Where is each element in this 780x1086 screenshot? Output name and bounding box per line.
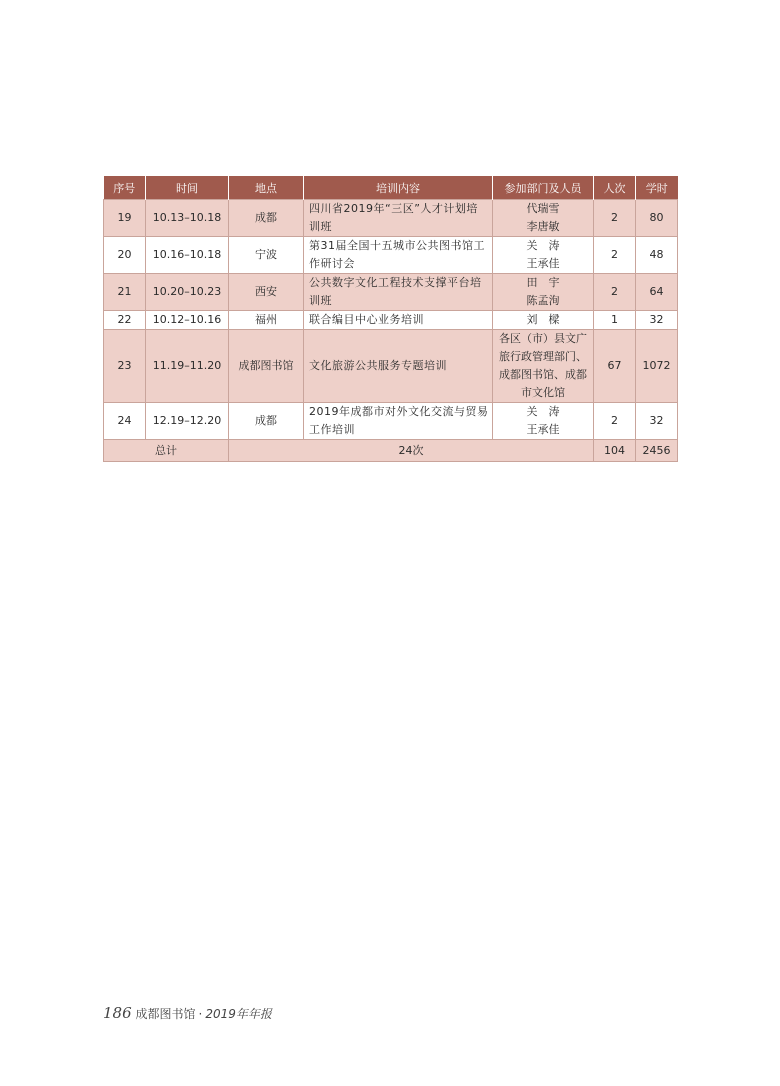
cell-no: 23 bbox=[104, 330, 146, 403]
table-row bbox=[104, 274, 678, 311]
person: 各区（市）县文广 bbox=[499, 332, 587, 345]
cell-hours: 32 bbox=[636, 311, 678, 330]
header-hours: 学时 bbox=[636, 176, 678, 200]
cell-content bbox=[304, 403, 493, 440]
content-line: 联合编目中心业务培训 bbox=[309, 313, 424, 326]
header-count: 人次 bbox=[594, 176, 636, 200]
content-line: 第31届全国十五城市公共图书馆工 bbox=[309, 239, 485, 252]
cell-place: 成都图书馆 bbox=[229, 330, 304, 403]
cell-people bbox=[493, 330, 594, 403]
content-line: 文化旅游公共服务专题培训 bbox=[309, 359, 447, 372]
person: 李唐敏 bbox=[526, 220, 560, 233]
cell-time: 10.20–10.23 bbox=[146, 274, 229, 311]
cell-people bbox=[493, 237, 594, 274]
content-line: 四川省2019年“三区”人才计划培 bbox=[309, 202, 478, 215]
cell-count: 2 bbox=[594, 403, 636, 440]
cell-no: 24 bbox=[104, 403, 146, 440]
total-count: 104 bbox=[594, 440, 636, 462]
total-label: 总计 bbox=[104, 440, 229, 462]
cell-content bbox=[304, 311, 493, 330]
footer-separator: · bbox=[198, 1007, 203, 1021]
person: 成都图书馆、成都 bbox=[499, 368, 587, 381]
cell-no: 22 bbox=[104, 311, 146, 330]
cell-place: 成都 bbox=[229, 200, 304, 237]
cell-count: 1 bbox=[594, 311, 636, 330]
person: 刘 樑 bbox=[526, 313, 560, 326]
table-row bbox=[104, 200, 678, 237]
cell-time: 10.12–10.16 bbox=[146, 311, 229, 330]
header-place: 地点 bbox=[229, 176, 304, 200]
cell-content bbox=[304, 200, 493, 237]
training-table bbox=[103, 176, 678, 462]
page-number: 186 bbox=[103, 1004, 132, 1022]
footer-subtitle: 2019年年报 bbox=[205, 1007, 272, 1021]
person: 关 涛 bbox=[526, 239, 560, 252]
table-row bbox=[104, 403, 678, 440]
person: 田 宇 bbox=[526, 276, 560, 289]
footer-title: 成都图书馆 bbox=[135, 1007, 196, 1021]
person: 市文化馆 bbox=[521, 386, 565, 399]
cell-hours: 48 bbox=[636, 237, 678, 274]
total-row bbox=[104, 440, 678, 462]
cell-people bbox=[493, 403, 594, 440]
table-row bbox=[104, 330, 678, 403]
table-row bbox=[104, 311, 678, 330]
total-times: 24次 bbox=[229, 440, 594, 462]
cell-count: 2 bbox=[594, 200, 636, 237]
cell-place: 福州 bbox=[229, 311, 304, 330]
person: 王承佳 bbox=[526, 257, 560, 270]
person: 王承佳 bbox=[526, 423, 560, 436]
cell-count: 2 bbox=[594, 237, 636, 274]
header-no: 序号 bbox=[104, 176, 146, 200]
person: 陈孟洵 bbox=[526, 294, 560, 307]
cell-no: 19 bbox=[104, 200, 146, 237]
cell-hours: 80 bbox=[636, 200, 678, 237]
cell-time: 12.19–12.20 bbox=[146, 403, 229, 440]
cell-count: 67 bbox=[594, 330, 636, 403]
cell-people bbox=[493, 200, 594, 237]
table-header-row bbox=[104, 176, 678, 200]
content-line: 训班 bbox=[309, 220, 332, 233]
cell-count: 2 bbox=[594, 274, 636, 311]
cell-no: 20 bbox=[104, 237, 146, 274]
cell-people bbox=[493, 274, 594, 311]
content-line: 公共数字文化工程技术支撑平台培 bbox=[309, 276, 482, 289]
cell-time: 10.13–10.18 bbox=[146, 200, 229, 237]
table-row bbox=[104, 237, 678, 274]
cell-hours: 1072 bbox=[636, 330, 678, 403]
cell-place: 西安 bbox=[229, 274, 304, 311]
cell-content bbox=[304, 274, 493, 311]
cell-place: 宁波 bbox=[229, 237, 304, 274]
cell-no: 21 bbox=[104, 274, 146, 311]
content-line: 工作培训 bbox=[309, 423, 355, 436]
content-line: 作研讨会 bbox=[309, 257, 355, 270]
cell-time: 11.19–11.20 bbox=[146, 330, 229, 403]
cell-content bbox=[304, 330, 493, 403]
page-footer bbox=[103, 1004, 272, 1022]
cell-content bbox=[304, 237, 493, 274]
person: 关 涛 bbox=[526, 405, 560, 418]
cell-hours: 64 bbox=[636, 274, 678, 311]
cell-place: 成都 bbox=[229, 403, 304, 440]
total-hours: 2456 bbox=[636, 440, 678, 462]
content-line: 2019年成都市对外文化交流与贸易 bbox=[309, 405, 489, 418]
cell-hours: 32 bbox=[636, 403, 678, 440]
cell-people bbox=[493, 311, 594, 330]
header-time: 时间 bbox=[146, 176, 229, 200]
header-content: 培训内容 bbox=[304, 176, 493, 200]
cell-time: 10.16–10.18 bbox=[146, 237, 229, 274]
person: 旅行政管理部门、 bbox=[499, 350, 587, 363]
content-line: 训班 bbox=[309, 294, 332, 307]
person: 代瑞雪 bbox=[526, 202, 560, 215]
header-people: 参加部门及人员 bbox=[493, 176, 594, 200]
